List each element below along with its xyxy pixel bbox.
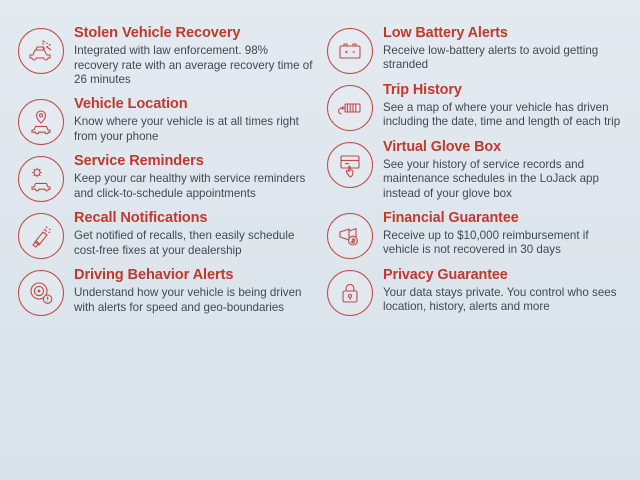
feature-column-left bbox=[18, 26, 313, 466]
feature-title: Trip History bbox=[383, 82, 462, 98]
feature-trip-history bbox=[327, 83, 622, 131]
feature-financial-guarantee bbox=[327, 211, 622, 259]
feature-title: Financial Guarantee bbox=[383, 210, 519, 227]
feature-recall-notifications bbox=[18, 211, 313, 259]
privacy-guarantee-icon bbox=[327, 270, 373, 316]
feature-title: Low Battery Alerts bbox=[383, 25, 508, 41]
feature-description: See a map of where your vehicle has driven including the date, time and length of each trip bbox=[383, 100, 621, 129]
financial-guarantee-icon bbox=[327, 213, 373, 259]
low-battery-alerts-icon bbox=[327, 28, 373, 74]
feature-title: Recall Notifications bbox=[74, 210, 208, 227]
feature-driving-behavior-alerts bbox=[18, 268, 313, 316]
feature-title: Vehicle Location bbox=[74, 96, 188, 113]
feature-text bbox=[74, 268, 313, 315]
service-reminders-icon bbox=[18, 156, 64, 202]
feature-column-right bbox=[327, 26, 622, 466]
feature-text bbox=[383, 211, 622, 258]
feature-low-battery-alerts bbox=[327, 26, 622, 74]
feature-description: Get notified of recalls, then easily schedule cost-free fixes at your dealership bbox=[74, 228, 295, 257]
feature-description: Receive low-battery alerts to avoid getting stranded bbox=[383, 43, 599, 72]
feature-title: Virtual Glove Box bbox=[383, 139, 501, 155]
feature-description: Keep your car healthy with service reminders and click-to-schedule appointments bbox=[74, 171, 306, 200]
feature-text bbox=[383, 268, 622, 315]
virtual-glove-box-icon bbox=[327, 142, 373, 188]
feature-text bbox=[383, 83, 622, 130]
feature-text bbox=[383, 26, 622, 73]
feature-text bbox=[74, 211, 313, 258]
feature-columns bbox=[18, 26, 622, 466]
feature-title: Driving Behavior Alerts bbox=[74, 267, 234, 284]
feature-stolen-vehicle-recovery bbox=[18, 26, 313, 88]
recall-notifications-icon bbox=[18, 213, 64, 259]
feature-privacy-guarantee bbox=[327, 268, 622, 316]
vehicle-location-icon bbox=[18, 99, 64, 145]
feature-text bbox=[74, 26, 313, 88]
feature-title: Service Reminders bbox=[74, 153, 204, 170]
feature-service-reminders bbox=[18, 154, 313, 202]
feature-text bbox=[383, 140, 622, 202]
feature-description: Receive up to $10,000 reimbursement if vehicle is not recovered in 30 days bbox=[383, 228, 589, 257]
feature-text bbox=[74, 154, 313, 201]
feature-virtual-glove-box bbox=[327, 140, 622, 202]
feature-vehicle-location bbox=[18, 97, 313, 145]
trip-history-icon bbox=[327, 85, 373, 131]
feature-description: Know where your vehicle is at all times right from your phone bbox=[74, 114, 299, 143]
feature-description: See your history of service records and maintenance schedules in the LoJack app instead of your glove box bbox=[383, 157, 599, 201]
feature-description: Your data stays private. You control who sees location, history, alerts and more bbox=[383, 285, 617, 314]
feature-description: Understand how your vehicle is being driven with alerts for speed and geo-boundaries bbox=[74, 285, 302, 314]
driving-behavior-alerts-icon bbox=[18, 270, 64, 316]
feature-title: Stolen Vehicle Recovery bbox=[74, 25, 241, 41]
feature-title: Privacy Guarantee bbox=[383, 267, 508, 284]
feature-text bbox=[74, 97, 313, 144]
feature-description: Integrated with law enforcement. 98% recovery rate with an average recovery time of 26 minutes bbox=[74, 43, 313, 87]
stolen-vehicle-recovery-icon bbox=[18, 28, 64, 74]
